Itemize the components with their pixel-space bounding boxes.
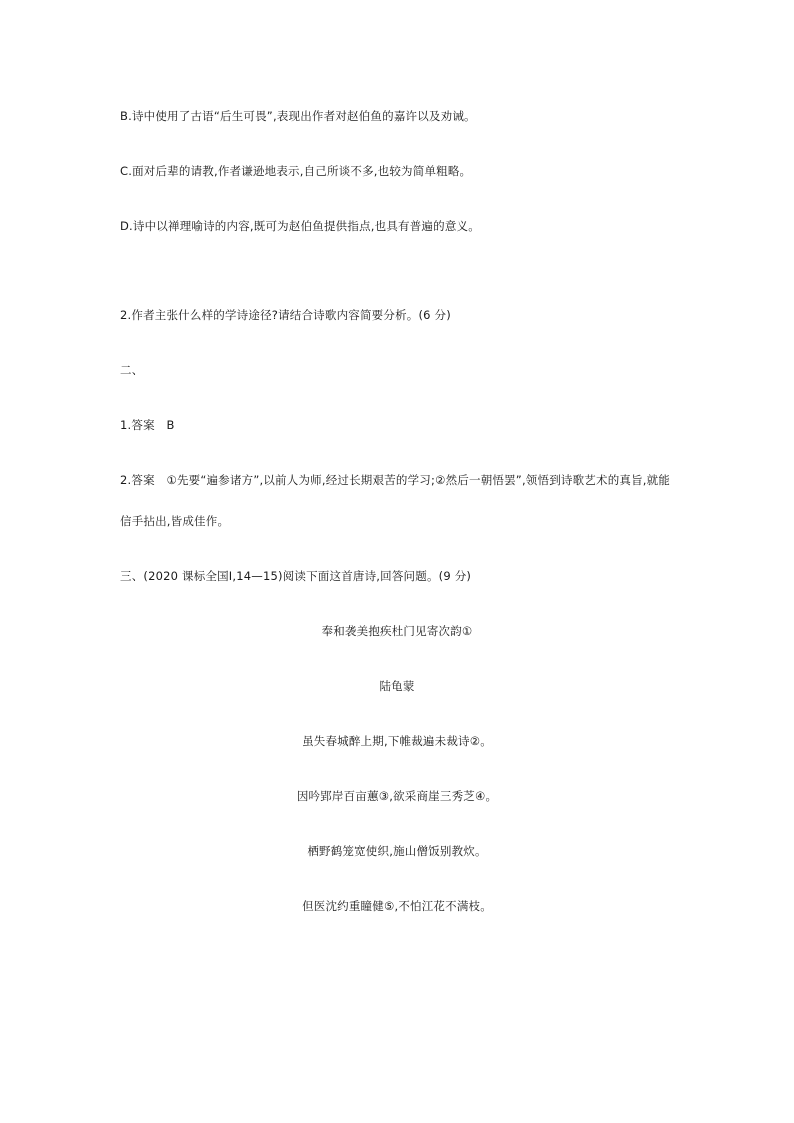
answer-1: 1.答案 B — [120, 418, 175, 432]
poem-line-1: 虽失春城醉上期,下帷裁遍未裁诗②。 — [302, 734, 492, 748]
poem-line-4: 但医沈约重瞳健⑤,不怕江花不满枝。 — [302, 899, 492, 913]
option-c: C.面对后辈的请教,作者谦逊地表示,自己所谈不多,也较为简单粗略。 — [120, 164, 472, 178]
question-2: 2.作者主张什么样的学诗途径?请结合诗歌内容简要分析。(6 分) — [120, 308, 451, 322]
option-b: B.诗中使用了古语“后生可畏”,表现出作者对赵伯鱼的嘉许以及劝诫。 — [120, 109, 476, 123]
answer-2-line-1: 2.答案 ①先要“遍参诸方”,以前人为师,经过长期艰苦的学习;②然后一朝悟罢”,领悟到诗歌艺术的真旨,就能 — [120, 473, 671, 487]
section-2-heading: 二、 — [120, 363, 144, 377]
poem-line-2: 因吟郢岸百亩蕙③,欲采商崖三秀芝④。 — [296, 789, 498, 803]
option-d: D.诗中以禅理喻诗的内容,既可为赵伯鱼提供指点,也具有普遍的意义。 — [120, 219, 480, 233]
poem-line-3: 栖野鹤笼宽使织,施山僧饭别教炊。 — [307, 844, 487, 858]
poem-title: 奉和袭美抱疾杜门见寄次韵① — [321, 624, 473, 638]
poem-author: 陆龟蒙 — [379, 679, 415, 693]
answer-2-line-2: 信手拈出,皆成佳作。 — [120, 514, 230, 528]
section-3-heading: 三、(2020 课标全国Ⅰ,14—15)阅读下面这首唐诗,回答问题。(9 分) — [120, 569, 472, 583]
